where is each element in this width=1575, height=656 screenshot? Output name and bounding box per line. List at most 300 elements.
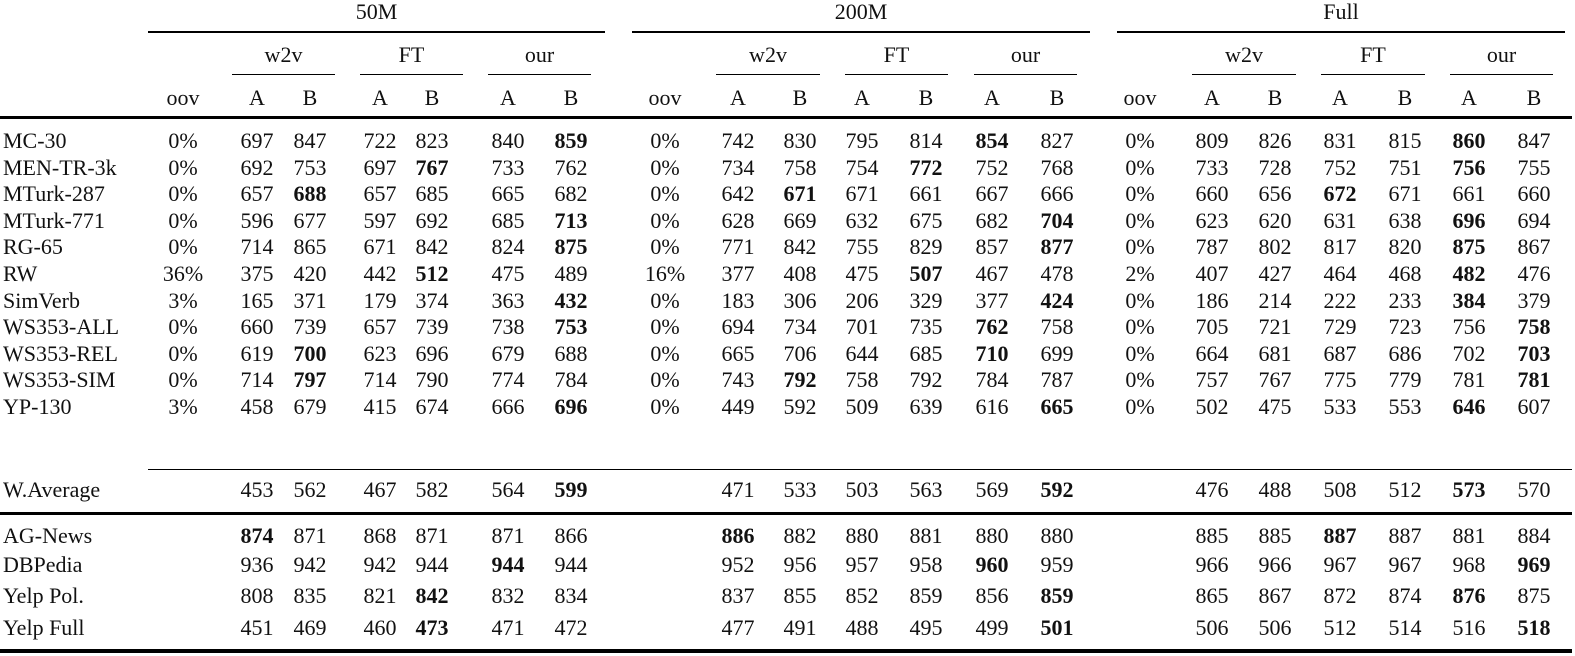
- table-cell: 468: [1388, 261, 1422, 286]
- column-header: A: [984, 85, 1000, 110]
- table-cell: 628: [721, 207, 755, 233]
- table-cell: 0%: [650, 287, 680, 313]
- table-cell: 682: [554, 181, 588, 207]
- table-cell: 489: [554, 261, 588, 286]
- table-cell: 665: [1040, 394, 1074, 419]
- table-cell: 881: [909, 523, 943, 548]
- table-cell: 966: [1195, 552, 1229, 577]
- table-cell: 871: [491, 523, 525, 548]
- table-cell: 775: [1323, 367, 1357, 393]
- table-cell: 821: [363, 583, 397, 608]
- column-header: A: [1461, 85, 1477, 110]
- table-cell: 685: [909, 340, 943, 366]
- table-cell: 968: [1452, 552, 1486, 577]
- table-cell: 36%: [162, 261, 204, 286]
- table-cell: 0%: [650, 340, 680, 366]
- row-label: MTurk-771: [3, 207, 105, 233]
- subgroup-header: FT: [398, 42, 425, 67]
- table-cell: 179: [363, 287, 397, 313]
- table-cell: 753: [554, 314, 588, 340]
- table-cell: 661: [1452, 181, 1486, 207]
- table-cell: 467: [975, 261, 1009, 286]
- table-cell: 499: [975, 615, 1009, 640]
- table-cell: 855: [783, 583, 817, 608]
- table-cell: 222: [1323, 287, 1357, 313]
- table-cell: 644: [845, 340, 879, 366]
- table-cell: 233: [1388, 287, 1422, 313]
- table-cell: 0%: [1125, 340, 1155, 366]
- table-cell: 852: [845, 583, 879, 608]
- table-cell: 682: [975, 207, 1009, 233]
- column-header: B: [1397, 85, 1413, 110]
- column-header: B: [918, 85, 934, 110]
- table-cell: 703: [1517, 340, 1551, 366]
- table-cell: 792: [783, 367, 817, 393]
- table-cell: 0%: [650, 394, 680, 419]
- table-cell: 705: [1195, 314, 1229, 340]
- table-cell: 944: [491, 552, 525, 577]
- table-cell: 449: [721, 394, 755, 419]
- table-cell: 0%: [650, 234, 680, 260]
- table-cell: 0%: [1125, 154, 1155, 180]
- table-cell: 842: [415, 234, 449, 260]
- table-cell: 686: [1388, 340, 1422, 366]
- table-cell: 808: [240, 583, 274, 608]
- table-cell: 692: [415, 207, 449, 233]
- table-cell: 476: [1517, 261, 1551, 286]
- table-cell: 0%: [1125, 234, 1155, 260]
- table-cell: 880: [975, 523, 1009, 548]
- table-cell: 942: [293, 552, 327, 577]
- table-cell: 706: [783, 340, 817, 366]
- table-cell: 363: [491, 287, 525, 313]
- table-cell: 856: [975, 583, 1009, 608]
- table-cell: 482: [1452, 261, 1486, 286]
- column-header: B: [1049, 85, 1065, 110]
- table-cell: 758: [845, 367, 879, 393]
- table-cell: 607: [1517, 394, 1551, 419]
- row-label: YP-130: [3, 394, 72, 419]
- table-cell: 0%: [1125, 287, 1155, 313]
- table-cell: 533: [783, 477, 817, 502]
- table-cell: 656: [1258, 181, 1292, 207]
- table-cell: 375: [240, 261, 274, 286]
- table-cell: 699: [1040, 340, 1074, 366]
- table-cell: 639: [909, 394, 943, 419]
- table-cell: 792: [909, 367, 943, 393]
- row-label: RW: [3, 261, 38, 286]
- table-cell: 516: [1452, 615, 1486, 640]
- table-cell: 733: [1195, 154, 1229, 180]
- header-rule: [0, 116, 1572, 119]
- table-cell: 692: [240, 154, 274, 180]
- table-cell: 754: [845, 154, 879, 180]
- table-cell: 0%: [650, 367, 680, 393]
- table-cell: 460: [363, 615, 397, 640]
- table-cell: 569: [975, 477, 1009, 502]
- column-header: oov: [648, 85, 682, 110]
- subgroup-header: w2v: [749, 42, 787, 67]
- subgroup-header: FT: [1360, 42, 1386, 67]
- table-cell: 830: [783, 128, 817, 153]
- table-cell: 696: [1452, 207, 1486, 233]
- table-cell: 623: [363, 340, 397, 366]
- column-header: A: [854, 85, 870, 110]
- table-cell: 752: [975, 154, 1009, 180]
- table-cell: 960: [975, 552, 1009, 577]
- table-cell: 967: [1388, 552, 1422, 577]
- table-cell: 685: [415, 181, 449, 207]
- table-cell: 502: [1195, 394, 1229, 419]
- table-cell: 784: [554, 367, 588, 393]
- subgroup-cmidrule: [1192, 74, 1296, 75]
- table-cell: 867: [1517, 234, 1551, 260]
- table-cell: 563: [909, 477, 943, 502]
- table-cell: 827: [1040, 128, 1074, 153]
- table-cell: 638: [1388, 207, 1422, 233]
- table-cell: 660: [1517, 181, 1551, 207]
- table-cell: 379: [1517, 287, 1551, 313]
- row-label: Yelp Full: [3, 615, 85, 640]
- table-cell: 0%: [168, 154, 198, 180]
- column-header: B: [1267, 85, 1283, 110]
- table-cell: 507: [909, 261, 943, 286]
- table-cell: 697: [240, 128, 274, 153]
- table-cell: 944: [554, 552, 588, 577]
- table-cell: 183: [721, 287, 755, 313]
- table-cell: 887: [1323, 523, 1357, 548]
- table-cell: 671: [845, 181, 879, 207]
- group-header: 50M: [355, 0, 398, 24]
- subgroup-cmidrule: [845, 74, 948, 75]
- table-cell: 503: [845, 477, 879, 502]
- table-cell: 952: [721, 552, 755, 577]
- column-header: oov: [1123, 85, 1157, 110]
- table-cell: 755: [845, 234, 879, 260]
- table-cell: 0%: [168, 314, 198, 340]
- table-cell: 619: [240, 340, 274, 366]
- table-cell: 817: [1323, 234, 1357, 260]
- row-label: W.Average: [3, 477, 101, 502]
- table-cell: 758: [783, 154, 817, 180]
- row-label: MC-30: [3, 128, 67, 153]
- column-header: A: [1332, 85, 1348, 110]
- column-header: oov: [166, 85, 200, 110]
- table-cell: 582: [415, 477, 449, 502]
- table-cell: 710: [975, 340, 1009, 366]
- table-cell: 371: [293, 287, 327, 313]
- table-cell: 880: [845, 523, 879, 548]
- table-cell: 564: [491, 477, 525, 502]
- table-cell: 696: [554, 394, 588, 419]
- table-cell: 756: [1452, 154, 1486, 180]
- group-cmidrule: [148, 31, 605, 33]
- table-cell: 469: [293, 615, 327, 640]
- table-cell: 214: [1258, 287, 1292, 313]
- table-cell: 865: [1195, 583, 1229, 608]
- table-cell: 0%: [168, 367, 198, 393]
- table-cell: 797: [293, 367, 327, 393]
- table-cell: 757: [1195, 367, 1229, 393]
- column-header: A: [500, 85, 516, 110]
- table-cell: 514: [1388, 615, 1422, 640]
- table-cell: 508: [1323, 477, 1357, 502]
- table-cell: 453: [240, 477, 274, 502]
- table-cell: 677: [293, 207, 327, 233]
- table-cell: 784: [975, 367, 1009, 393]
- table-cell: 768: [1040, 154, 1074, 180]
- table-cell: 665: [491, 181, 525, 207]
- table-cell: 722: [363, 128, 397, 153]
- table-cell: 488: [1258, 477, 1292, 502]
- table-cell: 688: [554, 340, 588, 366]
- table-cell: 733: [491, 154, 525, 180]
- table-cell: 739: [293, 314, 327, 340]
- subgroup-cmidrule: [232, 74, 335, 75]
- table-cell: 847: [1517, 128, 1551, 153]
- table-cell: 657: [363, 181, 397, 207]
- table-cell: 420: [293, 261, 327, 286]
- table-cell: 306: [783, 287, 817, 313]
- table-cell: 476: [1195, 477, 1229, 502]
- table-cell: 0%: [650, 314, 680, 340]
- table-cell: 756: [1452, 314, 1486, 340]
- table-cell: 829: [909, 234, 943, 260]
- table-cell: 755: [1517, 154, 1551, 180]
- column-header: A: [730, 85, 746, 110]
- table-cell: 562: [293, 477, 327, 502]
- table-cell: 696: [415, 340, 449, 366]
- subgroup-header: our: [1486, 42, 1517, 67]
- table-cell: 688: [293, 181, 327, 207]
- table-cell: 666: [1040, 181, 1074, 207]
- table-cell: 475: [491, 261, 525, 286]
- table-cell: 384: [1452, 287, 1486, 313]
- table-cell: 875: [1452, 234, 1486, 260]
- table-cell: 632: [845, 207, 879, 233]
- table-cell: 0%: [1125, 181, 1155, 207]
- table-cell: 657: [240, 181, 274, 207]
- column-header: A: [1204, 85, 1220, 110]
- table-cell: 753: [293, 154, 327, 180]
- bottom-rule: [0, 649, 1572, 653]
- table-cell: 657: [363, 314, 397, 340]
- table-cell: 835: [293, 583, 327, 608]
- table-cell: 596: [240, 207, 274, 233]
- table-cell: 660: [1195, 181, 1229, 207]
- column-header: B: [302, 85, 318, 110]
- table-cell: 697: [363, 154, 397, 180]
- group-cmidrule: [1117, 31, 1565, 33]
- table-cell: 329: [909, 287, 943, 313]
- table-cell: 570: [1517, 477, 1551, 502]
- table-cell: 0%: [1125, 314, 1155, 340]
- table-cell: 729: [1323, 314, 1357, 340]
- table-cell: 887: [1388, 523, 1422, 548]
- table-cell: 738: [491, 314, 525, 340]
- average-rule: [148, 469, 1572, 470]
- table-cell: 0%: [168, 340, 198, 366]
- table-cell: 867: [1258, 583, 1292, 608]
- table-cell: 781: [1452, 367, 1486, 393]
- table-cell: 771: [721, 234, 755, 260]
- table-cell: 802: [1258, 234, 1292, 260]
- table-cell: 432: [554, 287, 588, 313]
- table-cell: 714: [240, 367, 274, 393]
- table-cell: 831: [1323, 128, 1357, 153]
- table-cell: 477: [721, 615, 755, 640]
- table-cell: 467: [363, 477, 397, 502]
- subgroup-cmidrule: [488, 74, 591, 75]
- table-cell: 842: [415, 583, 449, 608]
- table-cell: 685: [491, 207, 525, 233]
- table-cell: 0%: [168, 128, 198, 153]
- table-cell: 512: [1388, 477, 1422, 502]
- column-header: B: [563, 85, 579, 110]
- table-cell: 0%: [650, 207, 680, 233]
- table-cell: 458: [240, 394, 274, 419]
- subgroup-header: our: [1010, 42, 1041, 67]
- subgroup-cmidrule: [974, 74, 1077, 75]
- table-cell: 714: [363, 367, 397, 393]
- table-cell: 944: [415, 552, 449, 577]
- table-cell: 464: [1323, 261, 1357, 286]
- table-cell: 553: [1388, 394, 1422, 419]
- table-cell: 779: [1388, 367, 1422, 393]
- table-cell: 377: [721, 261, 755, 286]
- table-cell: 882: [783, 523, 817, 548]
- table-cell: 442: [363, 261, 397, 286]
- table-cell: 781: [1517, 367, 1551, 393]
- table-cell: 857: [975, 234, 1009, 260]
- table-cell: 679: [491, 340, 525, 366]
- subgroup-header: FT: [883, 42, 910, 67]
- tasks-rule: [0, 512, 1572, 515]
- table-cell: 958: [909, 552, 943, 577]
- table-cell: 742: [721, 128, 755, 153]
- table-cell: 592: [783, 394, 817, 419]
- table-cell: 669: [783, 207, 817, 233]
- table-cell: 823: [415, 128, 449, 153]
- table-cell: 533: [1323, 394, 1357, 419]
- table-cell: 868: [363, 523, 397, 548]
- table-cell: 871: [415, 523, 449, 548]
- table-cell: 959: [1040, 552, 1074, 577]
- table-cell: 0%: [650, 128, 680, 153]
- table-cell: 475: [845, 261, 879, 286]
- subgroup-cmidrule: [360, 74, 463, 75]
- table-cell: 942: [363, 552, 397, 577]
- row-label: MTurk-287: [3, 181, 105, 207]
- table-cell: 671: [363, 234, 397, 260]
- table-cell: 751: [1388, 154, 1422, 180]
- table-cell: 509: [845, 394, 879, 419]
- table-cell: 752: [1323, 154, 1357, 180]
- table-cell: 451: [240, 615, 274, 640]
- table-cell: 424: [1040, 287, 1074, 313]
- table-cell: 471: [721, 477, 755, 502]
- table-cell: 478: [1040, 261, 1074, 286]
- table-cell: 377: [975, 287, 1009, 313]
- table-cell: 675: [909, 207, 943, 233]
- table-cell: 597: [363, 207, 397, 233]
- table-cell: 874: [240, 523, 274, 548]
- table-cell: 787: [1195, 234, 1229, 260]
- table-cell: 623: [1195, 207, 1229, 233]
- table-cell: 936: [240, 552, 274, 577]
- table-cell: 488: [845, 615, 879, 640]
- table-cell: 501: [1040, 615, 1074, 640]
- table-cell: 721: [1258, 314, 1292, 340]
- table-cell: 0%: [650, 154, 680, 180]
- table-cell: 475: [1258, 394, 1292, 419]
- table-cell: 3%: [168, 287, 198, 313]
- table-cell: 735: [909, 314, 943, 340]
- table-cell: 767: [1258, 367, 1292, 393]
- row-label: DBPedia: [3, 552, 83, 577]
- table-cell: 875: [1517, 583, 1551, 608]
- table-cell: 795: [845, 128, 879, 153]
- table-cell: 966: [1258, 552, 1292, 577]
- row-label: MEN-TR-3k: [3, 154, 117, 180]
- table-cell: 616: [975, 394, 1009, 419]
- table-cell: 832: [491, 583, 525, 608]
- table-cell: 473: [415, 615, 449, 640]
- table-cell: 687: [1323, 340, 1357, 366]
- table-cell: 774: [491, 367, 525, 393]
- table-cell: 854: [975, 128, 1009, 153]
- table-cell: 702: [1452, 340, 1486, 366]
- row-label: Yelp Pol.: [3, 583, 84, 608]
- table-cell: 847: [293, 128, 327, 153]
- table-cell: 0%: [650, 181, 680, 207]
- table-cell: 885: [1195, 523, 1229, 548]
- subgroup-cmidrule: [1321, 74, 1425, 75]
- table-cell: 743: [721, 367, 755, 393]
- subgroup-header: w2v: [1225, 42, 1263, 67]
- table-cell: 826: [1258, 128, 1292, 153]
- table-cell: 886: [721, 523, 755, 548]
- table-cell: 0%: [168, 234, 198, 260]
- table-cell: 704: [1040, 207, 1074, 233]
- table-cell: 631: [1323, 207, 1357, 233]
- table-cell: 620: [1258, 207, 1292, 233]
- table-cell: 734: [721, 154, 755, 180]
- table-cell: 713: [554, 207, 588, 233]
- column-header: B: [792, 85, 808, 110]
- table-cell: 599: [554, 477, 588, 502]
- table-cell: 471: [491, 615, 525, 640]
- table-cell: 495: [909, 615, 943, 640]
- table-cell: 186: [1195, 287, 1229, 313]
- table-cell: 714: [240, 234, 274, 260]
- table-cell: 859: [554, 128, 588, 153]
- table-cell: 0%: [1125, 367, 1155, 393]
- subgroup-header: w2v: [264, 42, 303, 67]
- table-cell: 0%: [168, 207, 198, 233]
- table-cell: 472: [554, 615, 588, 640]
- table-cell: 512: [1323, 615, 1357, 640]
- table-cell: 700: [293, 340, 327, 366]
- table-cell: 694: [1517, 207, 1551, 233]
- table-cell: 672: [1323, 181, 1357, 207]
- table-cell: 701: [845, 314, 879, 340]
- table-cell: 427: [1258, 261, 1292, 286]
- table-cell: 723: [1388, 314, 1422, 340]
- table-cell: 734: [783, 314, 817, 340]
- table-cell: 871: [293, 523, 327, 548]
- table-cell: 859: [1040, 583, 1074, 608]
